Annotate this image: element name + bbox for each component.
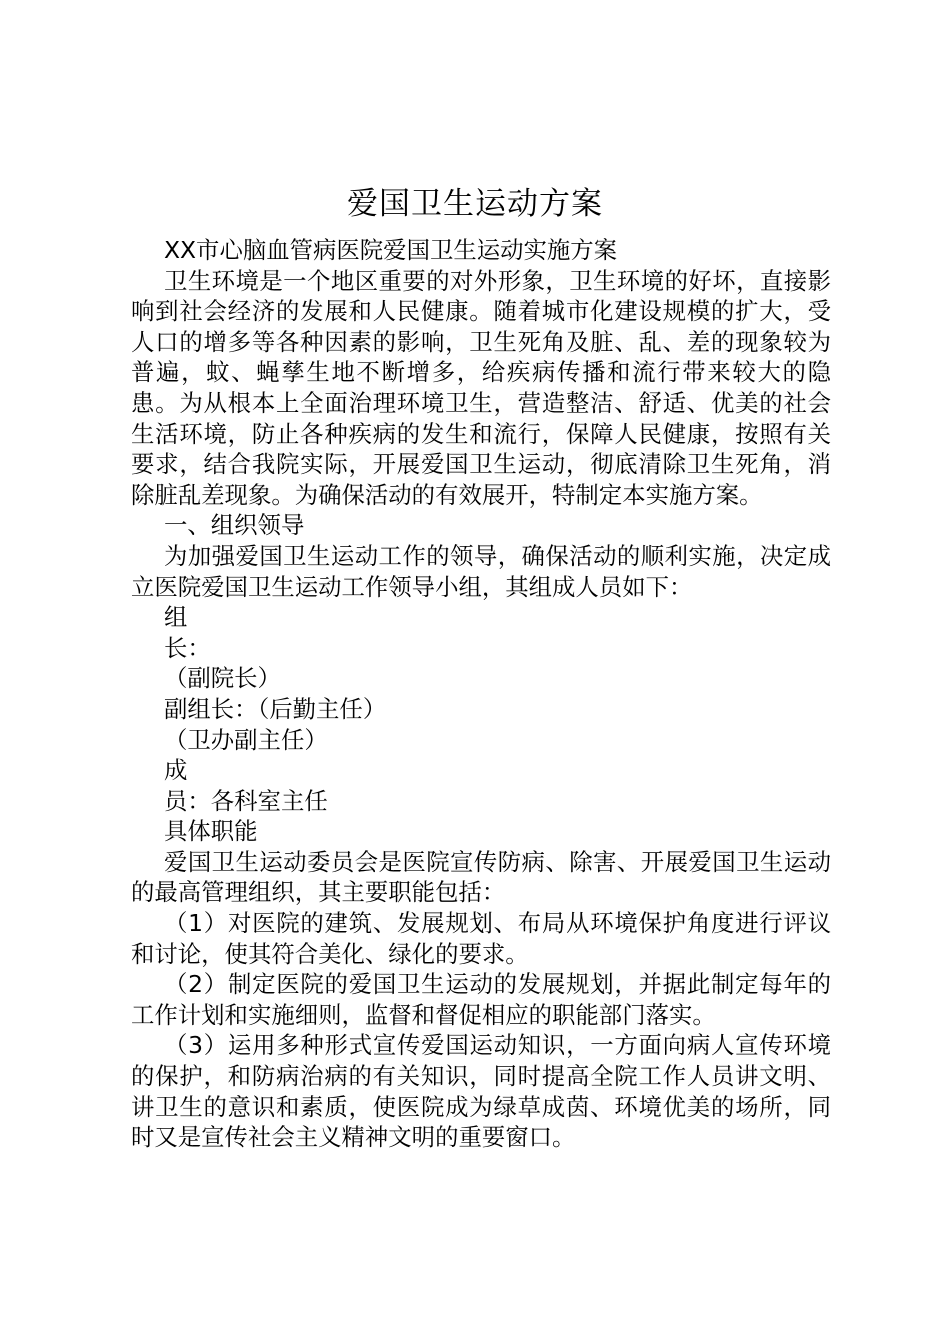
section-heading-organization: 一、组织领导 [164, 511, 305, 540]
duty-item-3: （3）运用多种形式宣传爱国运动知识，一方面向病人宣传环境的保护，和防病治病的有关知识，同时提高全院工作人员讲文明、讲卫生的意识和素质，使医院成为绿草成茵、环境优美的场所，同时又是宣传社会主义精神文明的重要窗口。 [131, 1031, 831, 1152]
member-line: （副院长） [164, 664, 281, 693]
member-line: 长： [164, 633, 211, 662]
document-body [131, 235, 831, 1153]
member-line: 员：各科室主任 [164, 786, 328, 815]
member-line: 成 [164, 756, 188, 785]
duty-item-2: （2）制定医院的爱国卫生运动的发展规划，并据此制定每年的工作计划和实施细则，监督和督促相应的职能部门落实。 [131, 970, 831, 1029]
member-line: （卫办副主任） [164, 725, 328, 754]
duty-item-1: （1）对医院的建筑、发展规划、布局从环境保护角度进行评议和讨论，使其符合美化、绿化的要求。 [131, 909, 831, 968]
member-line: 副组长：（后勤主任） [164, 694, 387, 723]
member-line: 组 [164, 603, 188, 632]
duties-paragraph: 爱国卫生运动委员会是医院宣传防病、除害、开展爱国卫生运动的最高管理组织，其主要职能包括： [131, 847, 831, 907]
subtitle-line: XX市心脑血管病医院爱国卫生运动实施方案 [164, 236, 618, 264]
section-heading-duties: 具体职能 [164, 817, 258, 846]
organization-paragraph: 为加强爱国卫生运动工作的领导，确保活动的顺利实施，决定成立医院爱国卫生运动工作领导小组，其组成人员如下： [131, 541, 831, 601]
intro-paragraph: 卫生环境是一个地区重要的对外形象，卫生环境的好坏，直接影响到社会经济的发展和人民健康。随着城市化建设规模的扩大，受人口的增多等各种因素的影响，卫生死角及脏、乱、差的现象较为普遍，蚊、蝇孳生地不断增多，给疾病传播和流行带来较大的隐患。为从根本上全面治理环境卫生，营造整洁、舒适、优美的社会生活环境，防止各种疾病的发生和流行，保障人民健康，按照有关要求，结合我院实际，开展爱国卫生运动，彻底清除卫生死角，消除脏乱差现象。为确保活动的有效展开，特制定本实施方案。 [131, 266, 831, 509]
document-title: 爱国卫生运动方案 [347, 186, 603, 222]
